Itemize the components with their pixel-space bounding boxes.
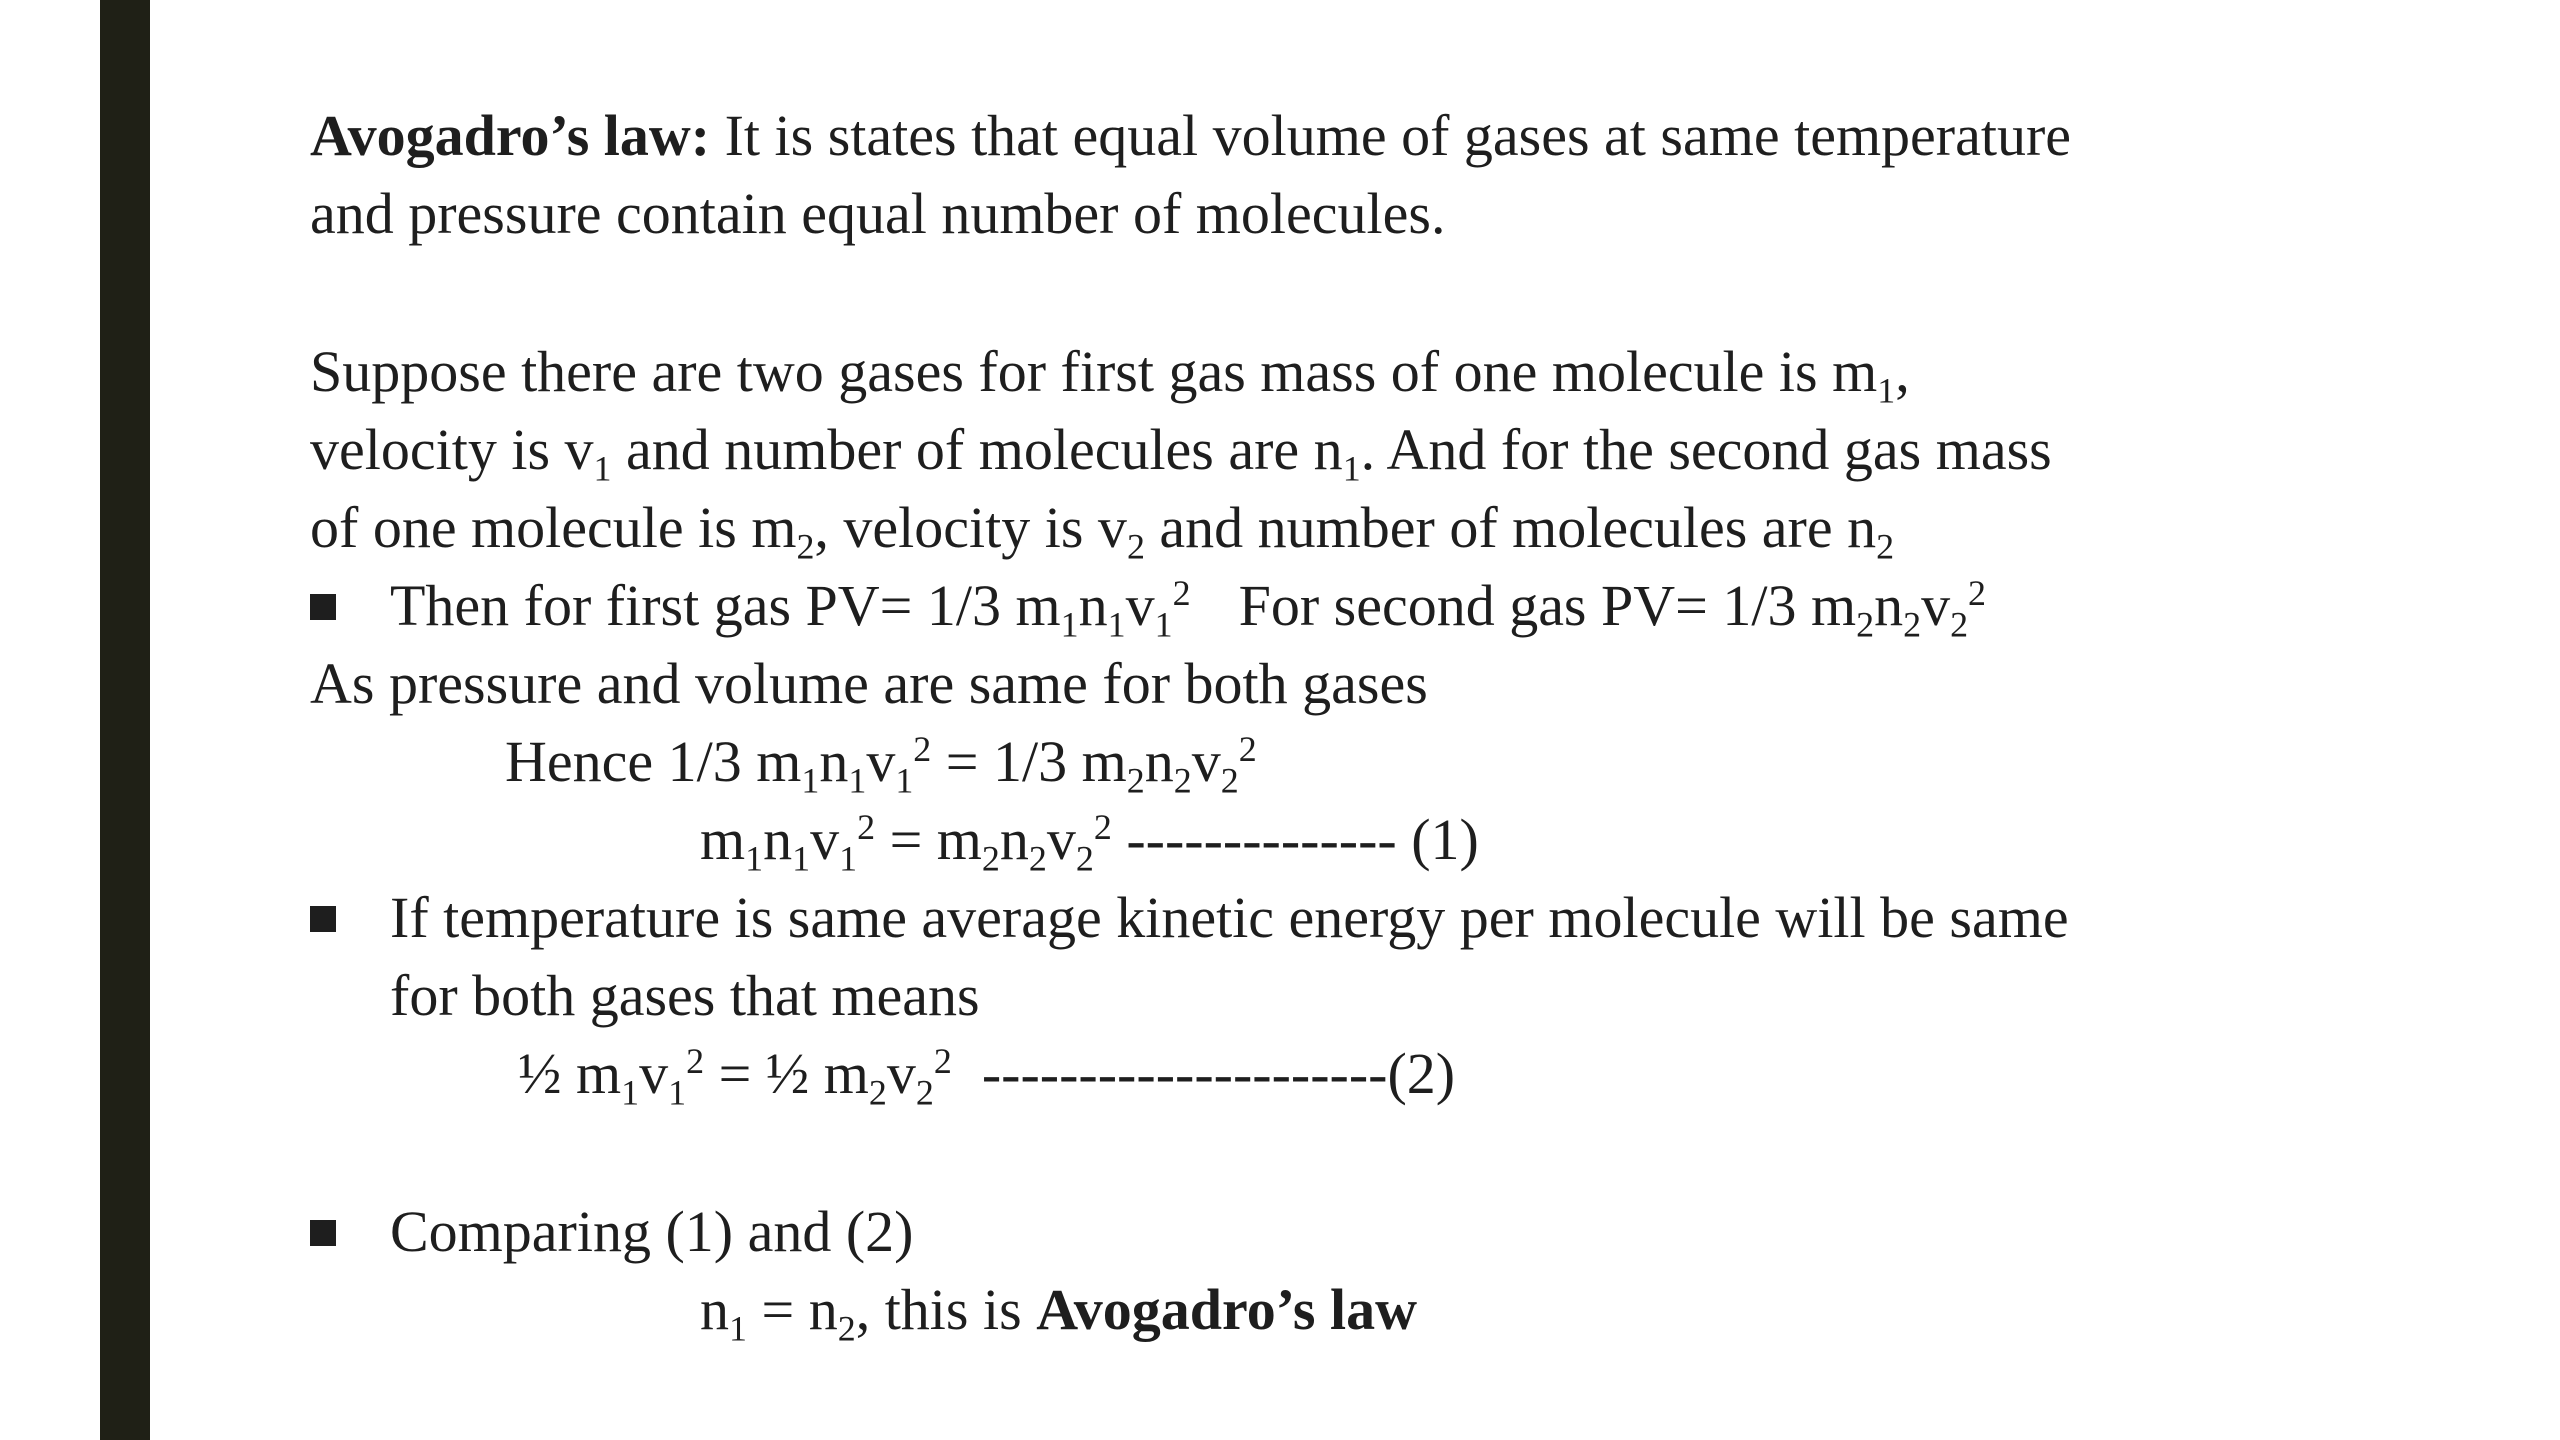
- bullet-item-comparing: Comparing (1) and (2): [390, 1200, 913, 1264]
- suppose-line-3: of one molecule is $m_2$, velocity is $v_2$ and number of molecules are $n_2$: [310, 495, 1895, 567]
- bullet-square-icon: [310, 594, 336, 620]
- suppose-line-2: velocity is $v_1$ and number of molecules are $n_1$. And for the second gas mass: [310, 417, 2052, 489]
- conclusion-line: $n_1 = n_2$, this is Avogadro’s law: [700, 1277, 1417, 1349]
- bullet-square-icon: [310, 1220, 336, 1246]
- left-accent-bar: [100, 0, 150, 1440]
- equation-1: $m_1n_1v_1^2 = m_2n_2v_2^2$ -------------- (1): [700, 807, 1479, 879]
- same-pressure-line: As pressure and volume are same for both gases: [310, 651, 1428, 716]
- bullet-item-temperature: If temperature is same average kinetic energy per molecule will be same: [390, 886, 2069, 950]
- hence-equation: Hence 1/3 $m_1n_1v_1^2 = 1/3$ $m_2n_2v_2^2$: [505, 729, 1257, 801]
- bullet-item-pv: Then for first gas PV= 1/3 $m_1n_1v_1^2$ For second gas PV= 1/3 $m_2n_2v_2^2$: [390, 574, 1986, 638]
- bullet-square-icon: [310, 906, 336, 932]
- definition-line-2: and pressure contain equal number of molecules.: [310, 181, 1446, 246]
- definition-line-1: Avogadro’s law: It is states that equal volume of gases at same temperature: [310, 103, 2072, 168]
- equation-2: ½ $m_1v_1^2$ = ½ $m_2v_2^2$ ---------------------(2): [518, 1041, 1456, 1113]
- bullet-item-temperature-line-2: for both gases that means: [390, 963, 980, 1028]
- suppose-line-1: Suppose there are two gases for first gas mass of one molecule is $m_1$,: [310, 339, 1910, 411]
